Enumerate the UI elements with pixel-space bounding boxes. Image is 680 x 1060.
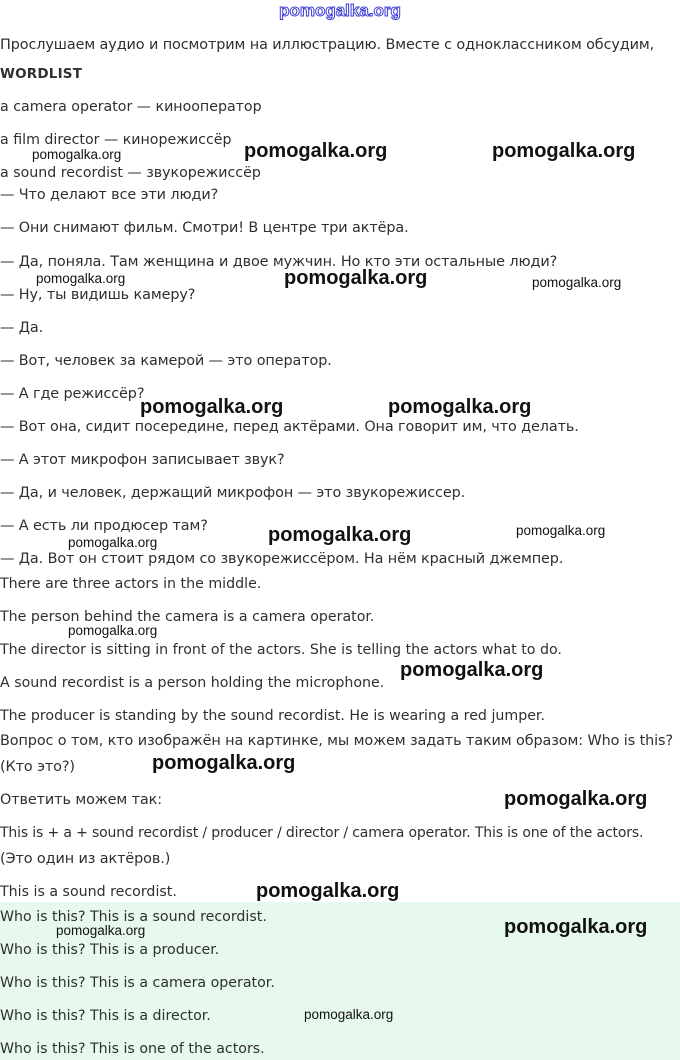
dialogue-line: — Они снимают фильм. Смотри! В центре три актёра. <box>0 220 409 236</box>
header-watermark: pomogalka.org <box>279 1 401 20</box>
watermark: pomogalka.org <box>152 752 296 774</box>
english-sentence: The person behind the camera is a camera operator. <box>0 609 375 625</box>
dialogue-line: — А есть ли продюсер там? <box>0 518 208 534</box>
qa-line: Who is this? This is a director. <box>0 1008 211 1024</box>
qa-line: Who is this? This is a producer. <box>0 942 220 958</box>
watermark: pomogalka.org <box>244 140 388 162</box>
wordlist-item: a camera operator — кинооператор <box>0 99 262 115</box>
watermark: pomogalka.org <box>32 147 122 162</box>
watermark: pomogalka.org <box>140 396 284 418</box>
dialogue-line: — Да, поняла. Там женщина и двое мужчин. Но кто эти остальные люди? <box>0 254 558 270</box>
watermark: pomogalka.org <box>532 275 622 290</box>
watermark: pomogalka.org <box>68 535 158 550</box>
question-intro: Вопрос о том, кто изображён на картинке, мы можем задать таким образом: Who is this? <box>0 733 673 749</box>
dialogue-line: — Да, и человек, держащий микрофон — это звукорежиссер. <box>0 485 466 501</box>
watermark: pomogalka.org <box>388 396 532 418</box>
watermark: pomogalka.org <box>36 271 126 286</box>
answer-intro: Ответить можем так: <box>0 792 162 808</box>
dialogue-line: — Да. <box>0 320 44 336</box>
watermark: pomogalka.org <box>304 1007 394 1022</box>
dialogue-line: — А этот микрофон записывает звук? <box>0 452 285 468</box>
watermark: pomogalka.org <box>504 916 648 938</box>
watermark: pomogalka.org <box>492 140 636 162</box>
watermark: pomogalka.org <box>56 923 146 938</box>
pattern-translation: (Это один из актёров.) <box>0 851 171 867</box>
dialogue-line: — Вот она, сидит посередине, перед актёрами. Она говорит им, что делать. <box>0 419 579 435</box>
watermark: pomogalka.org <box>504 788 648 810</box>
dialogue-line: — Ну, ты видишь камеру? <box>0 287 196 303</box>
wordlist-item: a sound recordist — звукорежиссёр <box>0 165 261 181</box>
wordlist-item: a film director — кинорежиссёр <box>0 132 232 148</box>
dialogue-line: — Вот, человек за камерой — это оператор. <box>0 353 332 369</box>
dialogue-line: — Да. Вот он стоит рядом со звукорежиссёром. На нём красный джемпер. <box>0 551 564 567</box>
qa-line: Who is this? This is a sound recordist. <box>0 909 267 925</box>
watermark: pomogalka.org <box>516 523 606 538</box>
watermark: pomogalka.org <box>256 880 400 902</box>
english-sentence: The producer is standing by the sound recordist. He is wearing a red jumper. <box>0 708 545 724</box>
english-sentence: The director is sitting in front of the actors. She is telling the actors what to do. <box>0 642 562 658</box>
qa-line: Who is this? This is one of the actors. <box>0 1041 265 1057</box>
watermark: pomogalka.org <box>284 267 428 289</box>
dialogue-line: — Что делают все эти люди? <box>0 187 219 203</box>
watermark: pomogalka.org <box>68 623 158 638</box>
watermark: pomogalka.org <box>268 524 412 546</box>
qa-line: Who is this? This is a camera operator. <box>0 975 275 991</box>
watermark: pomogalka.org <box>400 659 544 681</box>
wordlist-heading: WORDLIST <box>0 66 83 82</box>
intro-text: Прослушаем аудио и посмотрим на иллюстрацию. Вместе с одноклассником обсудим, <box>0 37 655 53</box>
answer-pattern: This is + a + sound recordist / producer / director / camera operator. This is one of the actors. <box>0 825 644 841</box>
english-sentence: There are three actors in the middle. <box>0 576 262 592</box>
example-sentence: This is a sound recordist. <box>0 884 177 900</box>
dialogue-line: — А где режиссёр? <box>0 386 145 402</box>
english-sentence: A sound recordist is a person holding the microphone. <box>0 675 385 691</box>
question-translation: (Кто это?) <box>0 759 75 775</box>
